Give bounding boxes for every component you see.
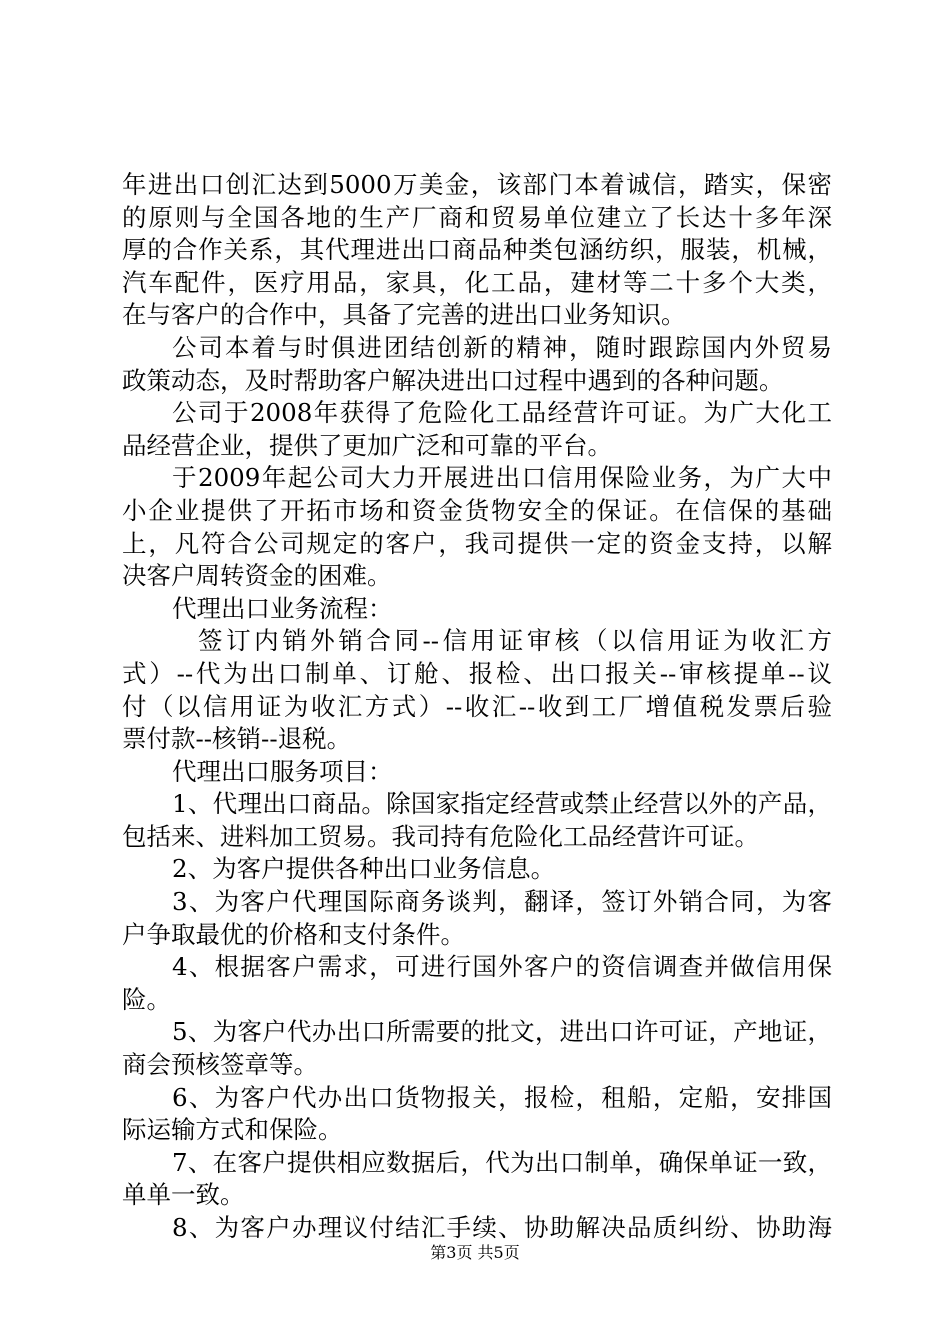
text-line: 签订内销外销合同--信用证审核（以信用证为收汇方 — [198, 626, 832, 656]
text-line: 际运输方式和保险。 — [122, 1115, 343, 1145]
text-line: 政策动态，及时帮助客户解决进出口过程中遇到的各种问题。 — [122, 365, 784, 395]
text-line: 1、代理出口商品。除国家指定经营或禁止经营以外的产品， — [172, 789, 832, 819]
text-line: 4、根据客户需求，可进行国外客户的资信调查并做信用保 — [172, 952, 832, 982]
text-line: 代理出口业务流程： — [172, 593, 393, 623]
text-line: 公司本着与时俱进团结创新的精神，随时跟踪国内外贸易 — [172, 332, 832, 362]
text-line: 商会预核签章等。 — [122, 1050, 318, 1080]
text-line: 7、在客户提供相应数据后，代为出口制单，确保单证一致， — [172, 1147, 832, 1177]
text-line: 公司于2008年获得了危险化工品经营许可证。为广大化工 — [172, 398, 832, 428]
text-line: 单单一致。 — [122, 1180, 245, 1210]
text-line: 8、为客户办理议付结汇手续、协助解决品质纠纷、协助海 — [172, 1213, 832, 1242]
text-line: 票付款--核销--退税。 — [122, 724, 352, 754]
text-line: 险。 — [122, 984, 171, 1014]
text-line: 厚的合作关系，其代理进出口商品种类包涵纺织，服装，机械， — [122, 235, 832, 265]
text-line: 上，凡符合公司规定的客户，我司提供一定的资金支持，以解 — [122, 528, 832, 558]
text-line: 汽车配件，医疗用品，家具，化工品，建材等二十多个大类， — [122, 267, 832, 297]
text-line: 年进出口创汇达到5000万美金，该部门本着诚信，踏实，保密 — [122, 170, 832, 199]
document-body — [122, 169, 832, 1245]
text-line: 于2009年起公司大力开展进出口信用保险业务，为广大中 — [172, 463, 832, 493]
text-line: 在与客户的合作中，具备了完善的进出口业务知识。 — [122, 300, 686, 330]
text-line: 式）--代为出口制单、订舱、报检、出口报关--审核提单--议 — [122, 658, 832, 688]
text-line: 包括来、进料加工贸易。我司持有危险化工品经营许可证。 — [122, 821, 759, 851]
text-line: 的原则与全国各地的生产厂商和贸易单位建立了长达十多年深 — [122, 202, 832, 232]
text-line: 户争取最优的价格和支付条件。 — [122, 919, 465, 949]
text-line: 6、为客户代办出口货物报关，报检，租船，定船，安排国 — [172, 1082, 832, 1112]
text-line: 小企业提供了开拓市场和资金货物安全的保证。在信保的基础 — [122, 495, 832, 525]
text-line: 5、为客户代办出口所需要的批文，进出口许可证，产地证， — [172, 1017, 832, 1047]
text-line: 代理出口服务项目： — [172, 756, 393, 786]
page-number-footer: 第3页 共5页 — [430, 1243, 520, 1262]
text-line: 品经营企业，提供了更加广泛和可靠的平台。 — [122, 430, 612, 460]
text-line: 付（以信用证为收汇方式）--收汇--收到工厂增值税发票后验 — [122, 691, 832, 721]
text-line: 2、为客户提供各种出口业务信息。 — [172, 854, 556, 884]
text-line: 决客户周转资金的困难。 — [122, 561, 392, 591]
text-line: 3、为客户代理国际商务谈判，翻译，签订外销合同，为客 — [172, 887, 832, 917]
